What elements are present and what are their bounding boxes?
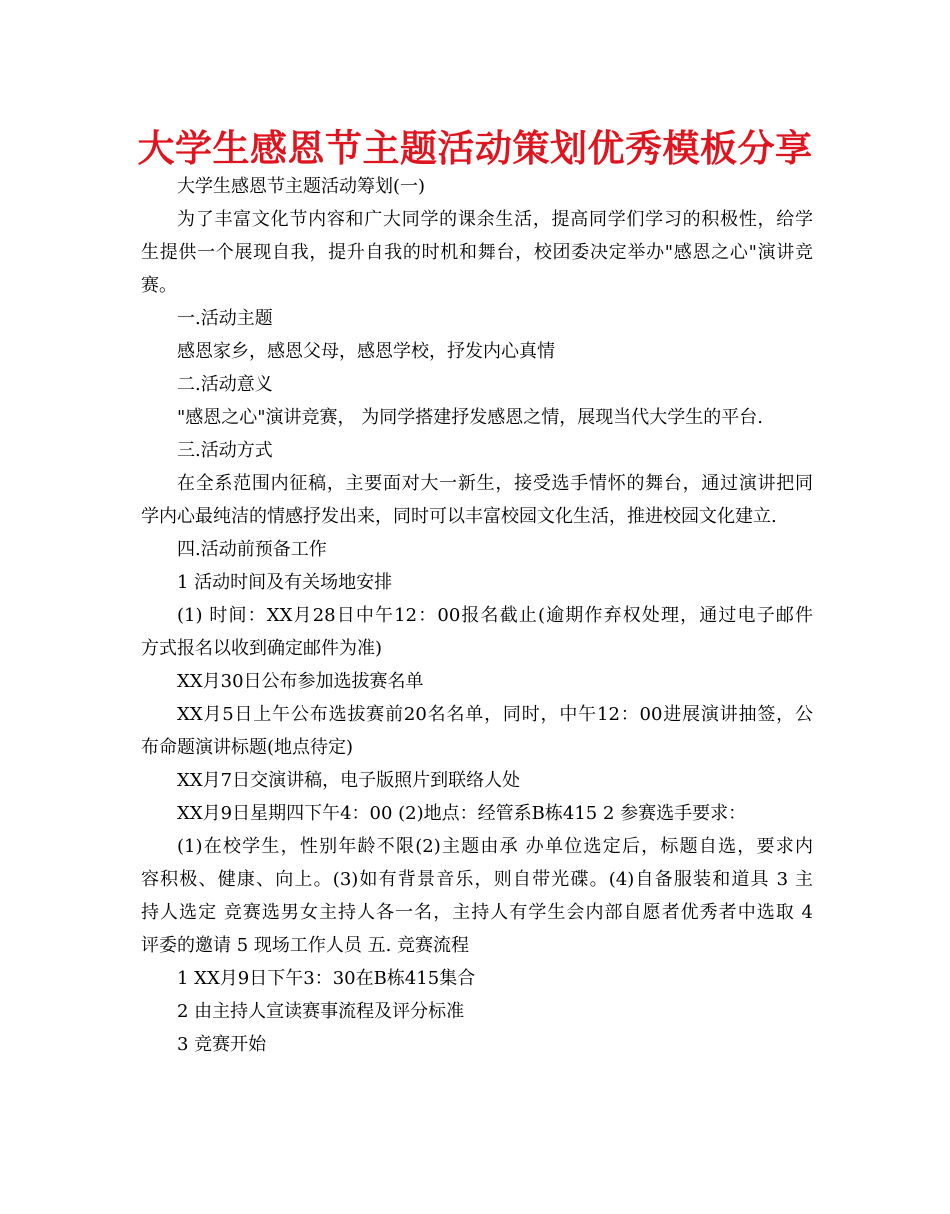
paragraph-line: 二.活动意义: [177, 374, 273, 395]
paragraph-line: 评委的邀请 5 现场工作人员 五. 竞赛流程: [141, 935, 470, 956]
paragraph-line: XX月9日星期四下午4：00 (2)地点：经管系B栋415 2 参赛选手要求：: [177, 803, 747, 824]
paragraph-line: 三.活动方式: [177, 440, 273, 461]
paragraph-line: 感恩家乡，感恩父母，感恩学校，抒发内心真情: [177, 341, 555, 362]
paragraph-line: 学内心最纯洁的情感抒发出来，同时可以丰富校园文化生活，推进校园文化建立.: [141, 506, 777, 527]
paragraph-line: 1 活动时间及有关场地安排: [177, 572, 393, 593]
paragraph-line: (1) 时间：XX月28日中午12：00报名截止(逾期作弃权处理，通过电子邮件: [177, 605, 813, 626]
paragraph-line: XX月5日上午公布选拔赛前20名名单，同时，中午12：00进展演讲抽签，公: [177, 704, 813, 725]
paragraph-line: XX月7日交演讲稿，电子版照片到联络人处: [177, 770, 521, 791]
paragraph-line: 布命题演讲标题(地点待定): [141, 737, 354, 758]
paragraph-line: 生提供一个展现自我，提升自我的时机和舞台，校团委决定举办"感恩之心"演讲竞: [141, 242, 813, 263]
paragraph-line: 大学生感恩节主题活动筹划(一): [177, 176, 426, 197]
paragraph-line: 为了丰富文化节内容和广大同学的课余生活，提高同学们学习的积极性，给学: [177, 209, 813, 230]
paragraph-line: 1 XX月9日下午3：30在B栋415集合: [177, 968, 476, 989]
document-body: [141, 170, 813, 1061]
paragraph-line: "感恩之心"演讲竞赛， 为同学搭建抒发感恩之情，展现当代大学生的平台.: [177, 407, 763, 428]
paragraph-line: 四.活动前预备工作: [177, 539, 327, 560]
paragraph-line: XX月30日公布参加选拔赛名单: [177, 671, 424, 692]
document-title: 大学生感恩节主题活动策划优秀模板分享: [137, 127, 813, 170]
paragraph-line: 3 竞赛开始: [177, 1034, 267, 1055]
paragraph-line: 赛。: [141, 275, 177, 296]
paragraph-line: (1)在校学生，性别年龄不限(2)主题由承 办单位选定后，标题自选，要求内: [177, 836, 813, 857]
paragraph-line: 持人选定 竞赛选男女主持人各一名，主持人有学生会内部自愿者优秀者中选取 4: [141, 902, 813, 923]
paragraph-line: 在全系范围内征稿，主要面对大一新生，接受选手情怀的舞台，通过演讲把同: [177, 473, 813, 494]
paragraph-line: 方式报名以收到确定邮件为准): [141, 638, 383, 659]
paragraph-line: 容积极、健康、向上。(3)如有背景音乐，则自带光碟。(4)自备服装和道具 3 主: [141, 869, 813, 890]
paragraph-line: 2 由主持人宣读赛事流程及评分标准: [177, 1001, 465, 1022]
paragraph-line: 一.活动主题: [177, 308, 273, 329]
